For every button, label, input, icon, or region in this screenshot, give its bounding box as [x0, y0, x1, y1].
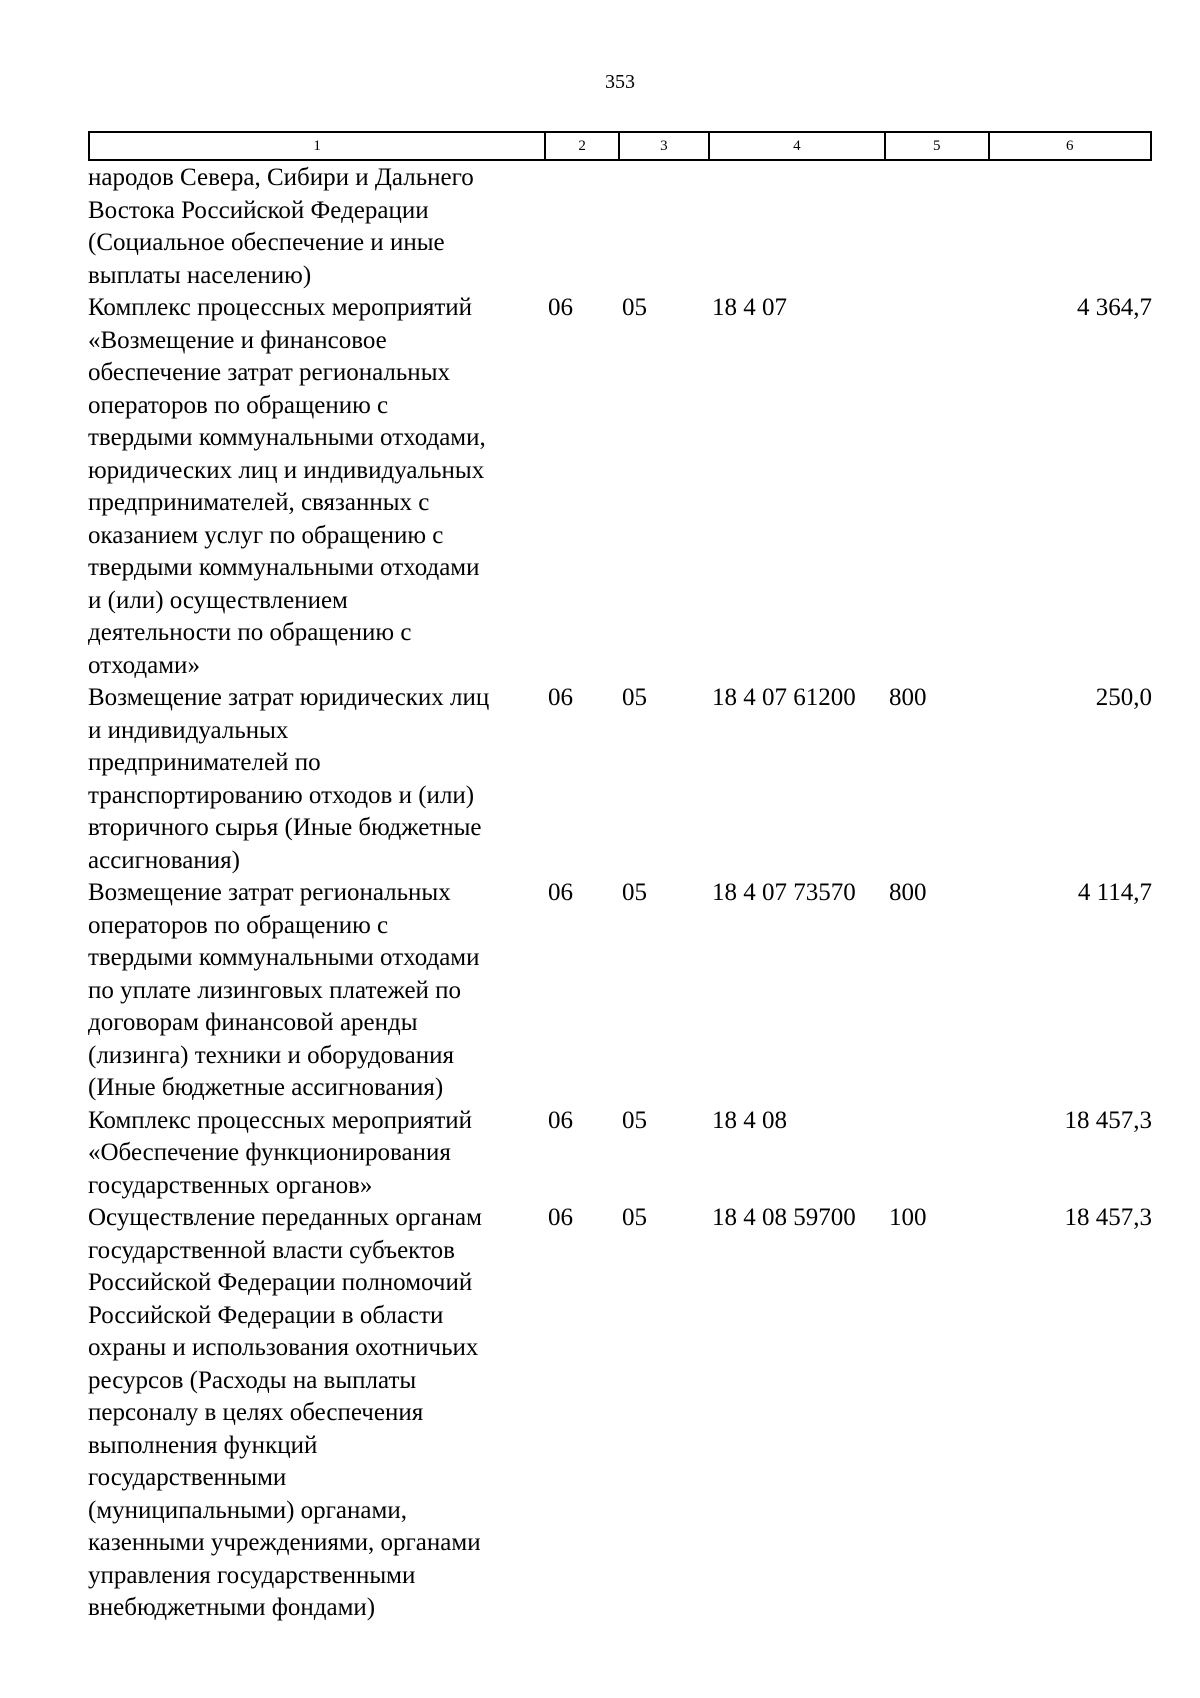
description-line: (муниципальными) органами, — [88, 1496, 407, 1524]
table-row — [88, 162, 1152, 292]
row-description — [88, 1105, 546, 1203]
row-description — [88, 682, 546, 877]
amount: 250,0 — [1095, 684, 1152, 711]
description-line: юридических лиц и индивидуальных — [88, 456, 485, 484]
description-line: ресурсов (Расходы на выплаты — [88, 1366, 417, 1394]
description-line: выполнения функций — [88, 1431, 318, 1459]
table-row — [88, 1202, 1152, 1625]
section-code: 06 — [548, 294, 573, 321]
amount: 4 114,7 — [1077, 879, 1152, 906]
target-article-code: 18 4 07 61200 — [712, 684, 856, 711]
description-line: оказанием услуг по обращению с — [88, 521, 444, 549]
target-article-code: 18 4 07 73570 — [712, 879, 856, 906]
description-line: Востока Российской Федерации — [88, 196, 429, 224]
description-line: управления государственными — [88, 1561, 416, 1589]
table-row — [88, 1105, 1152, 1203]
table-row — [88, 877, 1152, 1105]
header-cell-2: 2 — [546, 133, 620, 159]
amount: 18 457,3 — [1064, 1204, 1152, 1231]
description-line: твердыми коммунальными отходами — [88, 554, 480, 581]
description-line: деятельности по обращению с — [88, 619, 412, 646]
target-article-code: 18 4 08 59700 — [712, 1204, 856, 1231]
description-line: выплаты населению) — [88, 261, 312, 289]
description-line: Российской Федерации в области — [88, 1301, 444, 1329]
description-line: операторов по обращению с — [88, 391, 389, 419]
description-line: (лизинга) техники и оборудования — [88, 1041, 454, 1069]
subsection-code — [620, 162, 710, 292]
subsection-code: 05 — [622, 684, 647, 711]
section-code: 06 — [548, 879, 573, 906]
expense-type-code — [887, 292, 991, 682]
description-line: Комплекс процессных мероприятий — [88, 294, 473, 321]
table-header — [88, 131, 1152, 161]
header-cell-6: 6 — [1066, 137, 1074, 154]
description-line: по уплате лизинговых платежей по — [88, 976, 462, 1004]
expense-type-code — [887, 162, 991, 292]
table-body — [88, 162, 1152, 1625]
header-cell-3: 3 — [620, 133, 710, 159]
header-cell-1: 1 — [90, 133, 546, 159]
section-code: 06 — [548, 684, 573, 711]
description-line: государственной власти субъектов — [88, 1236, 455, 1264]
description-line: договорам финансовой аренды — [88, 1009, 418, 1036]
description-line: (Иные бюджетные ассигнования) — [88, 1074, 444, 1101]
expense-type-code — [887, 1105, 991, 1203]
description-line: Возмещение затрат региональных — [88, 879, 451, 906]
subsection-code: 05 — [622, 1204, 647, 1231]
row-description — [88, 1202, 546, 1625]
row-description — [88, 292, 546, 682]
description-line: твердыми коммунальными отходами, — [88, 424, 486, 451]
description-line: твердыми коммунальными отходами — [88, 944, 480, 971]
description-line: охраны и использования охотничьих — [88, 1334, 479, 1361]
section-code — [546, 162, 620, 292]
table-row — [88, 292, 1152, 682]
description-line: и индивидуальных — [88, 716, 289, 744]
description-line: государственными — [88, 1464, 287, 1491]
description-line: отходами» — [88, 651, 200, 679]
description-line: Осуществление переданных органам — [88, 1204, 482, 1231]
expense-type-code: 800 — [889, 879, 927, 906]
description-line: Российской Федерации полномочий — [88, 1269, 473, 1296]
description-line: и (или) осуществлением — [88, 586, 348, 614]
description-line: персоналу в целях обеспечения — [88, 1399, 424, 1426]
description-line: внебюджетными фондами) — [88, 1594, 376, 1621]
description-line: ассигнования) — [88, 846, 240, 874]
description-line: операторов по обращению с — [88, 911, 389, 939]
subsection-code: 05 — [622, 879, 647, 906]
page-number: 353 — [605, 71, 635, 93]
expense-type-code: 800 — [889, 684, 927, 711]
amount: 4 364,7 — [1077, 294, 1152, 321]
description-line: казенными учреждениями, органами — [88, 1529, 481, 1556]
description-line: Возмещение затрат юридических лиц — [88, 684, 490, 711]
description-line: вторичного сырья (Иные бюджетные — [88, 814, 482, 841]
description-line: государственных органов» — [88, 1171, 373, 1199]
expense-type-code: 100 — [889, 1204, 927, 1231]
row-description — [88, 162, 546, 292]
description-line: народов Севера, Сибири и Дальнего — [88, 164, 474, 191]
subsection-code: 05 — [622, 1106, 647, 1134]
header-cell-5: 5 — [886, 133, 990, 159]
target-article-code: 18 4 07 — [712, 294, 787, 321]
description-line: обеспечение затрат региональных — [88, 359, 450, 386]
section-code: 06 — [548, 1106, 573, 1134]
section-code: 06 — [548, 1204, 573, 1231]
target-article-code: 18 4 08 — [712, 1106, 787, 1134]
subsection-code: 05 — [622, 294, 647, 321]
description-line: транспортированию отходов и (или) — [88, 781, 475, 809]
description-line: «Возмещение и финансовое — [88, 326, 387, 354]
description-line: предпринимателей, связанных с — [88, 489, 430, 516]
row-description — [88, 877, 546, 1105]
description-line: предпринимателей по — [88, 749, 321, 776]
amount — [991, 162, 1152, 292]
header-cell-4: 4 — [710, 133, 886, 159]
table-row — [88, 682, 1152, 877]
amount: 18 457,3 — [1064, 1106, 1152, 1134]
target-article-code — [710, 162, 887, 292]
description-line: Комплекс процессных мероприятий — [88, 1106, 473, 1134]
description-line: «Обеспечение функционирования — [88, 1139, 451, 1166]
description-line: (Социальное обеспечение и иные — [88, 229, 445, 256]
